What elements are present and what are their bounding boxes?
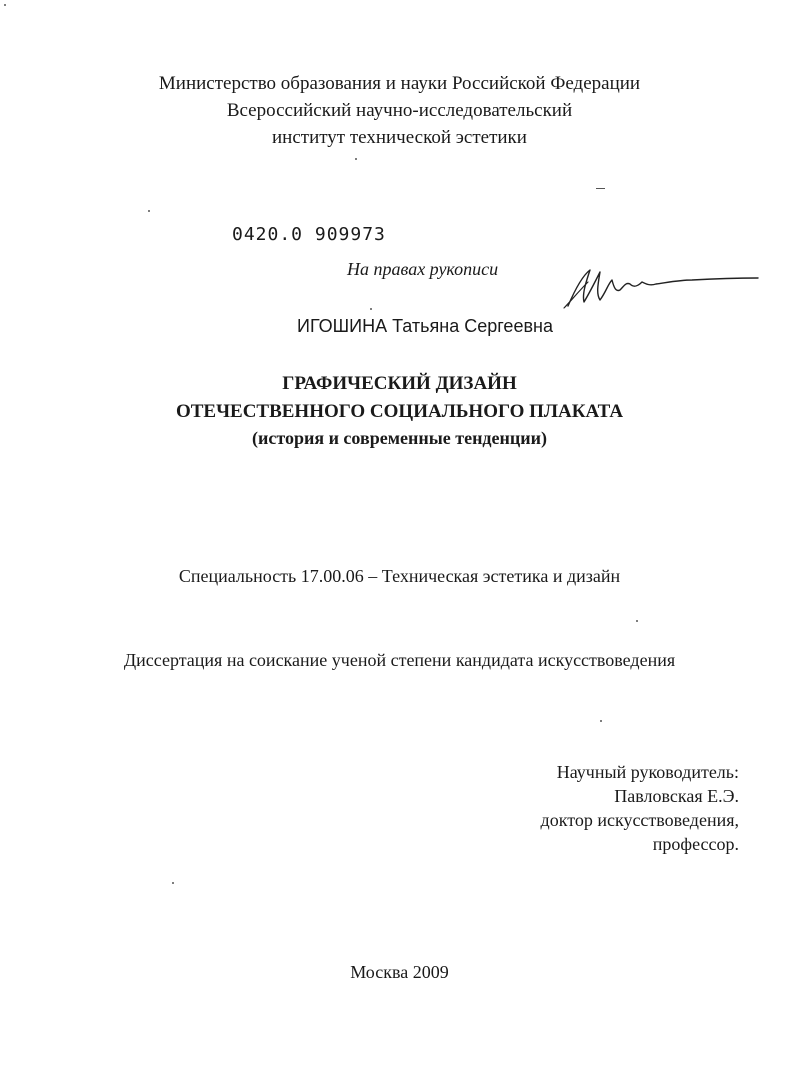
advisor-rank: профессор. xyxy=(652,834,739,854)
scan-speck xyxy=(172,882,174,884)
specialty-line: Специальность 17.00.06 – Техническая эстетика и дизайн xyxy=(178,566,621,586)
advisor-block xyxy=(541,760,739,856)
advisor-role: Научный руководитель: xyxy=(556,762,739,782)
advisor-name: Павловская Е.Э. xyxy=(614,786,739,806)
scan-speck xyxy=(596,188,605,189)
institute-line-2: институт технической эстетики xyxy=(272,127,527,148)
title-line-2: ОТЕЧЕСТВЕННОГО СОЦИАЛЬНОГО ПЛАКАТА xyxy=(175,401,624,422)
title-line-1: ГРАФИЧЕСКИЙ ДИЗАЙН xyxy=(282,373,517,394)
handwritten-signature xyxy=(560,262,760,312)
dissertation-line: Диссертация на соискание ученой степени кандидата искусствоведения xyxy=(123,650,676,670)
ministry-line: Министерство образования и науки Российской Федерации xyxy=(158,73,641,94)
author-name: ИГОШИНА Татьяна Сергеевна xyxy=(297,316,553,336)
scan-speck xyxy=(4,4,6,6)
manuscript-note: На правах рукописи xyxy=(347,259,499,279)
scan-speck xyxy=(355,158,357,160)
city-year: Москва 2009 xyxy=(350,962,449,982)
scan-speck xyxy=(370,308,372,310)
scan-speck xyxy=(600,720,602,722)
scan-speck xyxy=(636,620,638,622)
advisor-degree: доктор искусствоведения, xyxy=(540,810,739,830)
institute-line-1: Всероссийский научно-исследовательский xyxy=(226,100,573,121)
title-subtitle: (история и современные тенденции) xyxy=(251,428,548,448)
record-code: 0420.0 909973 xyxy=(232,224,386,245)
scan-speck xyxy=(148,210,150,212)
